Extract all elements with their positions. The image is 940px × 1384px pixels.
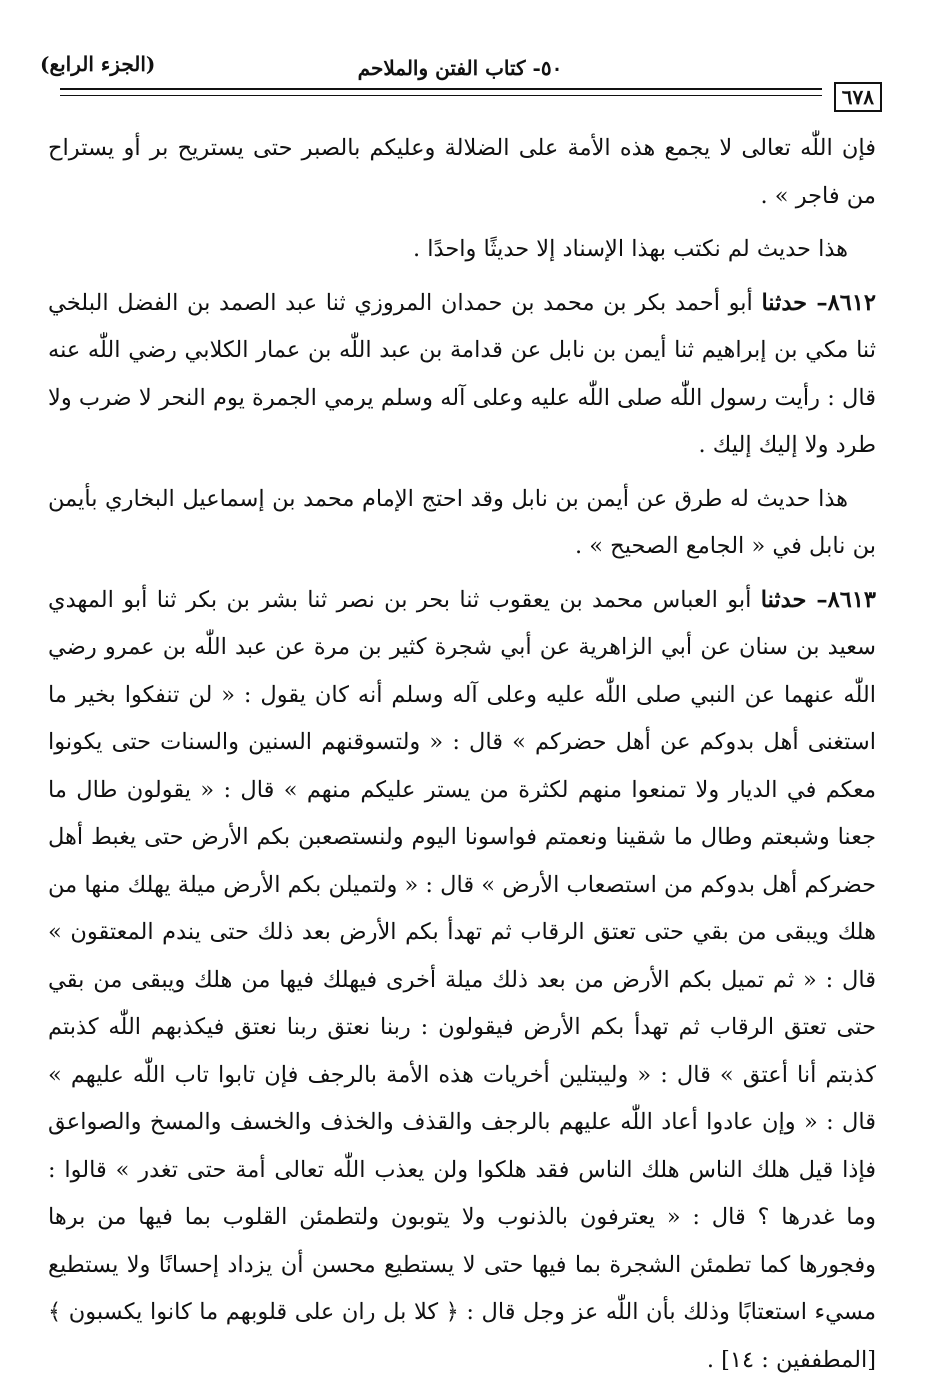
header-rule-thin <box>60 95 822 96</box>
paragraph-commentary <box>48 476 876 571</box>
paragraph-text: هذا حديث لم نكتب بهذا الإسناد إلا حديثًا واحدًا . <box>413 236 848 262</box>
main-text <box>48 125 876 1384</box>
hadith-number: ٨٦١٢– حدثنا <box>761 290 876 316</box>
hadith-8612 <box>48 280 876 470</box>
paragraph-text: أبو العباس محمد بن يعقوب ثنا بحر بن نصر ثنا بشر بن بكر ثنا أبو المهدي سعيد بن سنان عن أبي الزاهرية عن أبي شجرة كثير بن مرة عن عبد اللّٰه بن عمرو رضي اللّٰه عنهما عن النبي صلى اللّٰه عليه وعلى آله وسلم أنه كان يقول : « لن تنفكوا بخير ما استغنى أهل بدوكم عن أهل حضركم » قال : « ولتسوقنهم السنين والسنات حتى يكونوا معكم في الديار ولا تمنعوا منهم لكثرة من يستر عليكم منهم » قال : « يقولون طال ما جعنا وشبعتم وطال ما شقينا ونعمتم فواسونا اليوم ولنستصعبن بكم الأرض حتى يغبط أهل حضركم أهل بدوكم من استصعاب الأرض » قال : « ولتميلن بكم الأرض ميلة يهلك منها من هلك ويبقى من بقي حتى تعتق الرقاب ثم تهدأ بكم الأرض بعد ذلك حتى يندم المعتقون » قال : « ثم تميل بكم الأرض من بعد ذلك ميلة أخرى فيهلك فيها من هلك ويبقى من بقي حتى تعتق الرقاب ثم تهدأ بكم الأرض فيقولون : ربنا نعتق ربنا نعتق فيكذبهم اللّٰه كذبتم كذبتم أنا أعتق » قال : « وليبتلين أخريات هذه الأمة بالرجف فإن تابوا تاب اللّٰه عليهم » قال : « وإن عادوا أعاد اللّٰه عليهم بالرجف والقذف والخذف والخسف والمسخ والصواعق فإذا قيل هلك الناس هلك الناس فقد هلكوا ولن يعذب اللّٰه تعالى أمة حتى تغدر » قالوا : وما غدرها ؟ قال : « يعترفون بالذنوب ولا يتوبون ولتطمئن القلوب بما فيها من برها وفجورها كما تطمئن الشجرة بما فيها حتى لا يستطيع محسن أن يزداد إحسانًا ولا يستطيع مسيء استعتابًا وذلك بأن اللّٰه عز وجل قال : ﴿ كلا بل ران على قلوبهم ما كانوا يكسبون ﴾ [المطففين : ١٤] . <box>48 587 876 1373</box>
paragraph-continuation <box>48 125 876 220</box>
paragraph-text: أبو أحمد بكر بن محمد بن حمدان المروزي ثنا عبد الصمد بن الفضل البلخي ثنا مكي بن إبراهيم ثنا أيمن بن نابل عن قدامة بن عبد اللّٰه بن عمار الكلابي رضي اللّٰه عنه قال : رأيت رسول اللّٰه صلى اللّٰه عليه وعلى آله وسلم يرمي الجمرة يوم النحر لا ضرب ولا طرد ولا إليك إليك . <box>48 290 876 459</box>
paragraph-text: هذا حديث له طرق عن أيمن بن نابل وقد احتج الإمام محمد بن إسماعيل البخاري بأيمن بن نابل في « الجامع الصحيح » . <box>48 486 876 560</box>
running-header <box>40 50 880 82</box>
chapter-title: ٥٠- كتاب الفتن والملاحم <box>40 56 880 80</box>
paragraph-commentary <box>48 226 876 274</box>
hadith-number: ٨٦١٣– حدثنا <box>761 587 876 613</box>
hadith-8613 <box>48 577 876 1384</box>
page-number: ٦٧٨ <box>834 82 882 112</box>
volume-label: (الجزء الرابع) <box>40 52 155 76</box>
paragraph-text: فإن اللّٰه تعالى لا يجمع هذه الأمة على الضلالة وعليكم بالصبر حتى يستريح بر أو يستراح من فاجر » . <box>48 135 876 209</box>
header-rule <box>60 88 822 90</box>
